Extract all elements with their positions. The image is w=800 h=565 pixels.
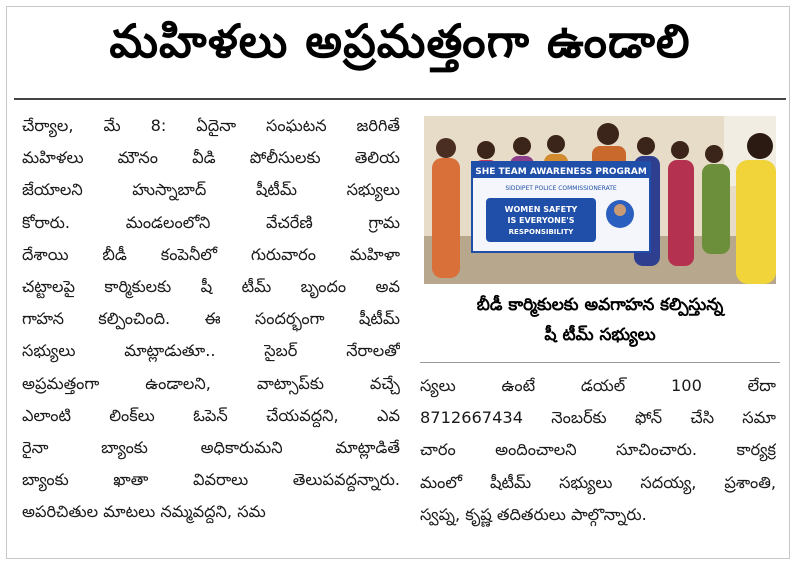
caption-line: బీడీ కార్మికులకు అవగాహన కల్పిస్తున్న [476,295,724,315]
body-line: రైనా బ్యాంకు అధికారుమని మాట్లాడితే [22,438,400,458]
body-line: అప్రమత్తంగా ఉండాలని, వాట్సాప్‌కు వచ్చే [22,373,400,393]
body-line: మంలో షీటీమ్ సభ్యులు సదయ్య, ప్రశాంతి, [420,472,776,492]
body-line: చేర్యాల, మే 8: ఏదైనా సంఘటన జరిగితే [22,116,400,135]
body-line: దేశాయి బీడీ కంపెనీలో గురువారం మహిళా [22,244,400,264]
awareness-banner [472,162,650,252]
banner-slogan-line: RESPONSIBILITY [508,228,574,236]
body-line: చారం అందించాలని సూచించారు. కార్యక్ర [420,440,776,460]
news-photo [424,116,776,284]
article-left-column [22,110,400,529]
banner-title: SHE TEAM AWARENESS PROGRAM [475,167,647,177]
caption-line: షీ టీమ్ సభ్యులు [544,325,656,345]
article-right-column [420,370,776,531]
body-line: ఎలాంటి లింక్‌లు ఓపెన్ చేయవద్దని, ఎవ [22,405,400,425]
body-line: మహిళలు మౌనం వీడి పోలీసులకు తెలియ [22,148,400,168]
banner-slogan-line: IS EVERYONE'S [507,216,575,225]
banner-slogan-line: WOMEN SAFETY [504,205,578,214]
article-headline: మహిళలు అప్రమత్తంగా ఉండాలి [109,14,691,68]
body-line: అపరిచితుల మాటలు నమ్మవద్దని, సమ [22,502,266,522]
caption-divider [420,362,780,363]
banner-subtitle: SIDDIPET POLICE COMMISSIONERATE [505,185,617,192]
body-line: 8712667434 నెంబర్‌కు ఫోన్ చేసి సమా [420,408,776,428]
body-line: కోరారు. మండలంలోని వేచరేణి గ్రామ [22,212,400,232]
photo-illustration [424,116,776,284]
body-line: బ్యాంకు ఖాతా వివరాలు తెలుపవద్దన్నారు. [22,470,400,490]
photo-caption [424,290,776,350]
body-line: స్వప్న, కృష్ణ తదితరులు పాల్గొన్నారు. [420,504,647,524]
body-line: స్యలు ఉంటే డయల్ 100 లేదా [420,376,776,395]
body-line: సభ్యులు మాట్లాడుతూ.. సైబర్ నేరాలతో [22,341,400,361]
body-line: చట్టాలపై కార్మికులకు షీ టీమ్ బృందం అవ [22,277,400,297]
body-line: గాహన కల్పించింది. ఈ సందర్భంగా షీటీమ్ [22,309,400,329]
headline-divider [14,98,786,100]
body-line: జేయాలని హుస్నాబాద్ షీటీమ్ సభ్యులు [22,180,400,200]
